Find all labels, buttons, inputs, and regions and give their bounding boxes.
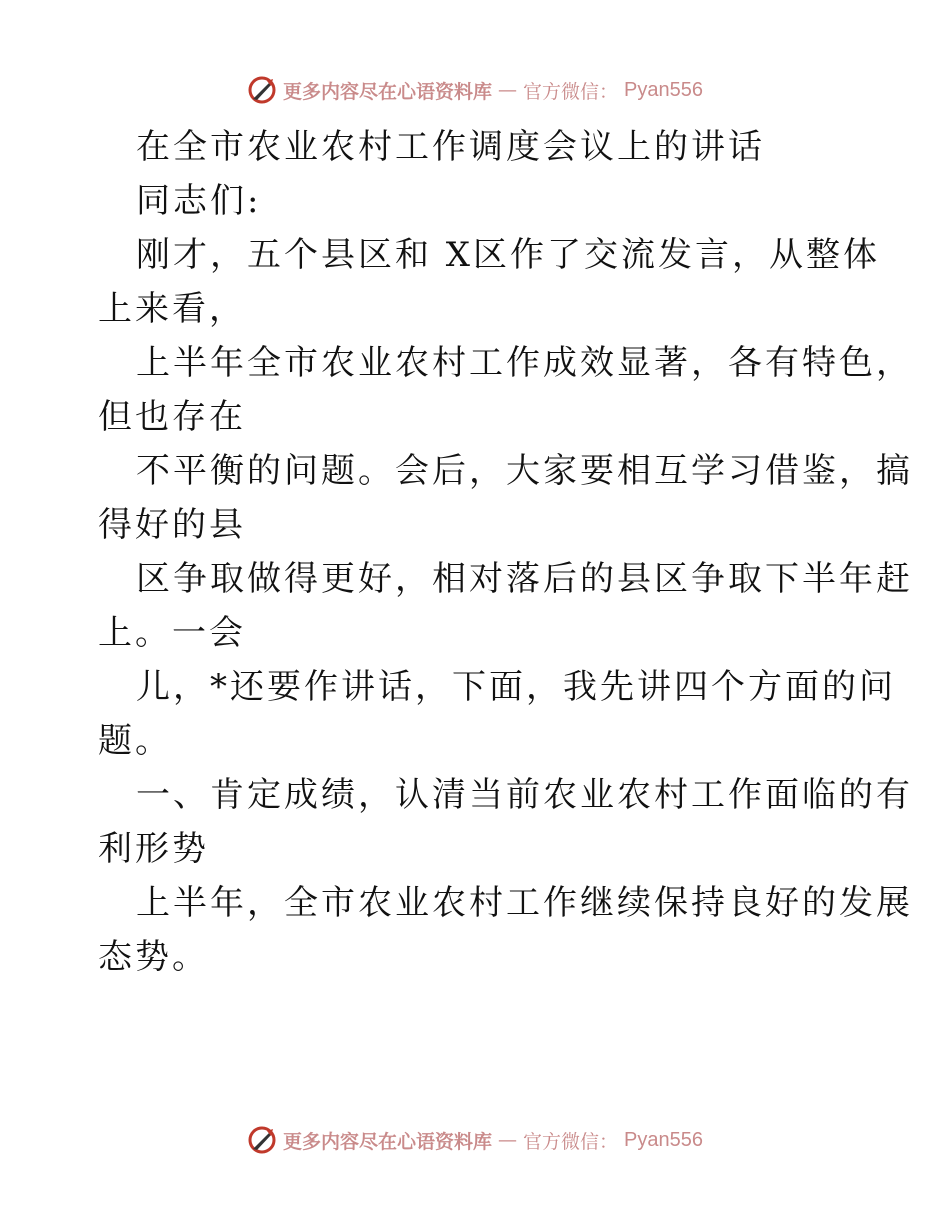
text-line: 不平衡的问题。会后，大家要相互学习借鉴，搞 <box>136 451 913 491</box>
watermark-wechat-label: 官方微信： <box>523 1130 619 1153</box>
text-line: 一、肯定成绩，认清当前农业农村工作面临的有 <box>136 775 913 815</box>
text-line: 区争取做得更好，相对落后的县区争取下半年赶 <box>136 559 913 599</box>
header-watermark <box>0 70 950 110</box>
text-line: 上来看， <box>98 289 246 329</box>
text-line: 上半年，全市农业农村工作继续保持良好的发展 <box>136 883 913 923</box>
text-line: 利形势 <box>98 829 209 869</box>
text-line: 儿，*还要作讲话，下面，我先讲四个方面的问 <box>136 667 896 707</box>
watermark-separator: — <box>498 1129 518 1151</box>
document-lines <box>98 228 913 984</box>
footer-watermark <box>0 1120 950 1160</box>
document-salutation: 同志们: <box>136 181 262 221</box>
watermark-wechat-id: Pyan556 <box>624 78 703 101</box>
text-line: 得好的县 <box>98 505 246 545</box>
watermark-wechat-id: Pyan556 <box>624 1128 703 1151</box>
watermark-site-text: 更多内容尽在心语资料库 <box>283 1130 493 1153</box>
watermark-wechat-label: 官方微信： <box>523 80 619 103</box>
watermark-separator: — <box>498 79 518 101</box>
quill-logo-icon <box>247 75 277 105</box>
text-line: 上。一会 <box>98 613 246 653</box>
text-line: 题。 <box>98 721 172 761</box>
document-body <box>98 120 913 984</box>
quill-logo-icon <box>247 1125 277 1155</box>
text-line: 刚才，五个县区和 X区作了交流发言，从整体 <box>136 235 881 275</box>
watermark-site-text: 更多内容尽在心语资料库 <box>283 80 493 103</box>
text-line: 但也存在 <box>98 397 246 437</box>
text-line: 上半年全市农业农村工作成效显著，各有特色， <box>136 343 913 383</box>
text-line: 态势。 <box>98 937 209 977</box>
document-title: 在全市农业农村工作调度会议上的讲话 <box>136 127 765 167</box>
